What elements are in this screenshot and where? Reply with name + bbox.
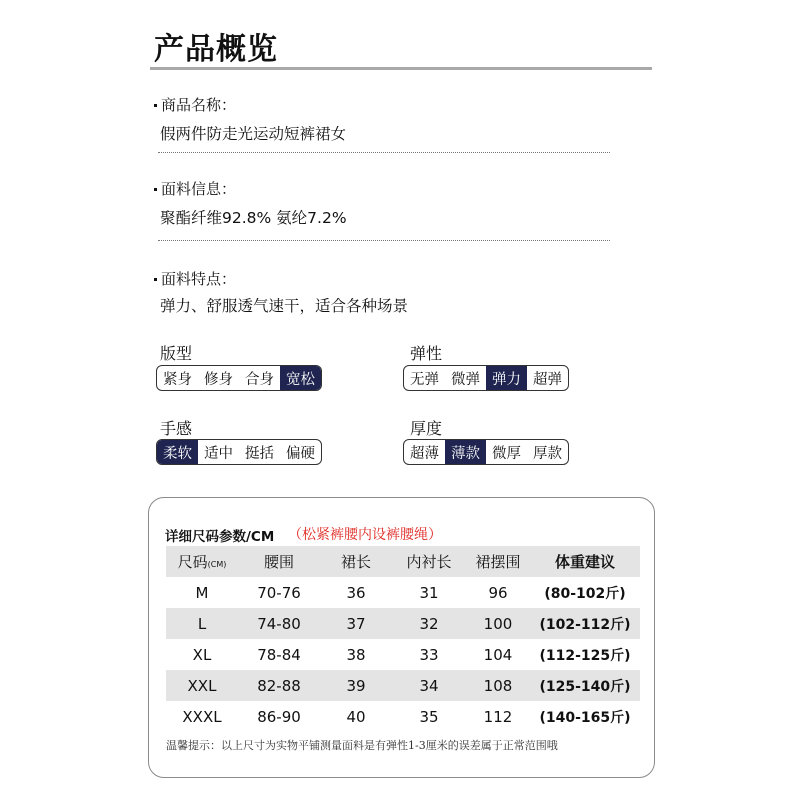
- product-name-label: [154, 94, 236, 115]
- table-cell: 32: [419, 614, 439, 633]
- fit-option[interactable]: 宽松: [280, 366, 321, 390]
- table-cell: 34: [419, 676, 439, 695]
- elasticity-option[interactable]: 无弹: [410, 371, 439, 388]
- header-cell: 体重建议: [554, 553, 615, 571]
- header-cell: 腰围: [263, 553, 294, 571]
- elasticity-options: [403, 365, 569, 391]
- thickness-option[interactable]: 薄款: [445, 440, 486, 464]
- size-chart-heading: 详细尺码参数/CM: [165, 529, 275, 545]
- table-cell: (125-140斤): [539, 678, 631, 695]
- feel-options: [156, 439, 322, 465]
- size-chart-note: （松紧裤腰内设裤腰绳）: [288, 527, 442, 543]
- product-name-value: 假两件防走光运动短裤裙女: [160, 125, 347, 143]
- table-cell: 100: [483, 614, 513, 633]
- thickness-option[interactable]: 微厚: [492, 445, 521, 462]
- table-cell: 104: [483, 645, 513, 664]
- title-divider: [150, 67, 652, 70]
- thickness-title: 厚度: [410, 419, 443, 438]
- table-cell: 74-80: [257, 614, 301, 633]
- header-cell: 内衬长: [406, 553, 452, 571]
- feel-option[interactable]: 挺括: [245, 445, 274, 462]
- table-cell: (140-165斤): [539, 709, 631, 726]
- table-cell: 70-76: [257, 583, 301, 602]
- header-cell: 裙摆围: [475, 553, 521, 571]
- header-size-text: 尺码: [177, 553, 208, 571]
- table-header-row: [166, 546, 640, 577]
- header-size-unit: (CM): [207, 560, 227, 569]
- table-cell: (112-125斤): [539, 647, 631, 664]
- elasticity-option[interactable]: 超弹: [533, 371, 562, 388]
- dotted-divider: [158, 240, 610, 241]
- table-cell: 35: [419, 707, 439, 726]
- table-cell: 86-90: [257, 707, 301, 726]
- feel-option[interactable]: 适中: [204, 445, 233, 462]
- product-name-label-text: 商品名称：: [161, 96, 237, 114]
- table-cell: 82-88: [257, 676, 301, 695]
- fabric-features-label-text: 面料特点：: [161, 270, 237, 288]
- table-row: [166, 670, 640, 701]
- table-cell: XXXL: [182, 707, 222, 726]
- fit-option[interactable]: 修身: [204, 371, 233, 388]
- elasticity-option[interactable]: 弹力: [486, 366, 527, 390]
- table-cell: XXL: [187, 676, 217, 695]
- feel-option[interactable]: 偏硬: [286, 445, 315, 462]
- table-cell: (102-112斤): [539, 616, 631, 633]
- size-chart-footnote: 温馨提示：以上尺寸为实物平铺测量面料是有弹性1-3厘米的误差属于正常范围哦: [166, 739, 558, 752]
- table-cell: 40: [346, 707, 366, 726]
- table-cell: 33: [419, 645, 439, 664]
- table-row: [166, 608, 640, 639]
- table-row: [166, 577, 640, 608]
- table-cell: 36: [346, 583, 366, 602]
- page-title: 产品概览: [154, 32, 278, 67]
- table-cell: M: [195, 583, 209, 602]
- fit-option[interactable]: 合身: [245, 371, 274, 388]
- table-row: [166, 701, 640, 732]
- table-cell: 78-84: [257, 645, 301, 664]
- table-cell: 39: [346, 676, 366, 695]
- table-cell: XL: [192, 645, 212, 664]
- elasticity-option[interactable]: 微弹: [451, 371, 480, 388]
- table-cell: 31: [419, 583, 439, 602]
- table-row: [166, 639, 640, 670]
- elasticity-title: 弹性: [410, 344, 443, 363]
- fabric-features-value: 弹力、舒服透气速干，适合各种场景: [160, 297, 409, 315]
- header-cell: 裙长: [340, 553, 371, 571]
- header-cell-size: [166, 551, 238, 572]
- fabric-info-value: 聚酯纤维92.8% 氨纶7.2%: [160, 209, 347, 227]
- table-cell: 37: [346, 614, 366, 633]
- table-cell: 96: [488, 583, 508, 602]
- feel-title: 手感: [160, 419, 193, 438]
- size-table: [166, 546, 640, 732]
- fit-option[interactable]: 紧身: [163, 371, 192, 388]
- fit-options: [156, 365, 322, 391]
- table-cell: (80-102斤): [544, 585, 626, 602]
- feel-option[interactable]: 柔软: [157, 440, 198, 464]
- table-cell: 112: [483, 707, 513, 726]
- fabric-info-label: [154, 178, 236, 199]
- table-cell: 38: [346, 645, 366, 664]
- thickness-options: [403, 439, 569, 465]
- table-cell: L: [197, 614, 207, 633]
- dotted-divider: [158, 152, 610, 153]
- fabric-info-label-text: 面料信息：: [161, 180, 237, 198]
- thickness-option[interactable]: 超薄: [410, 445, 439, 462]
- fabric-features-label: [154, 268, 236, 289]
- table-cell: 108: [483, 676, 513, 695]
- thickness-option[interactable]: 厚款: [533, 445, 562, 462]
- fit-title: 版型: [160, 344, 193, 363]
